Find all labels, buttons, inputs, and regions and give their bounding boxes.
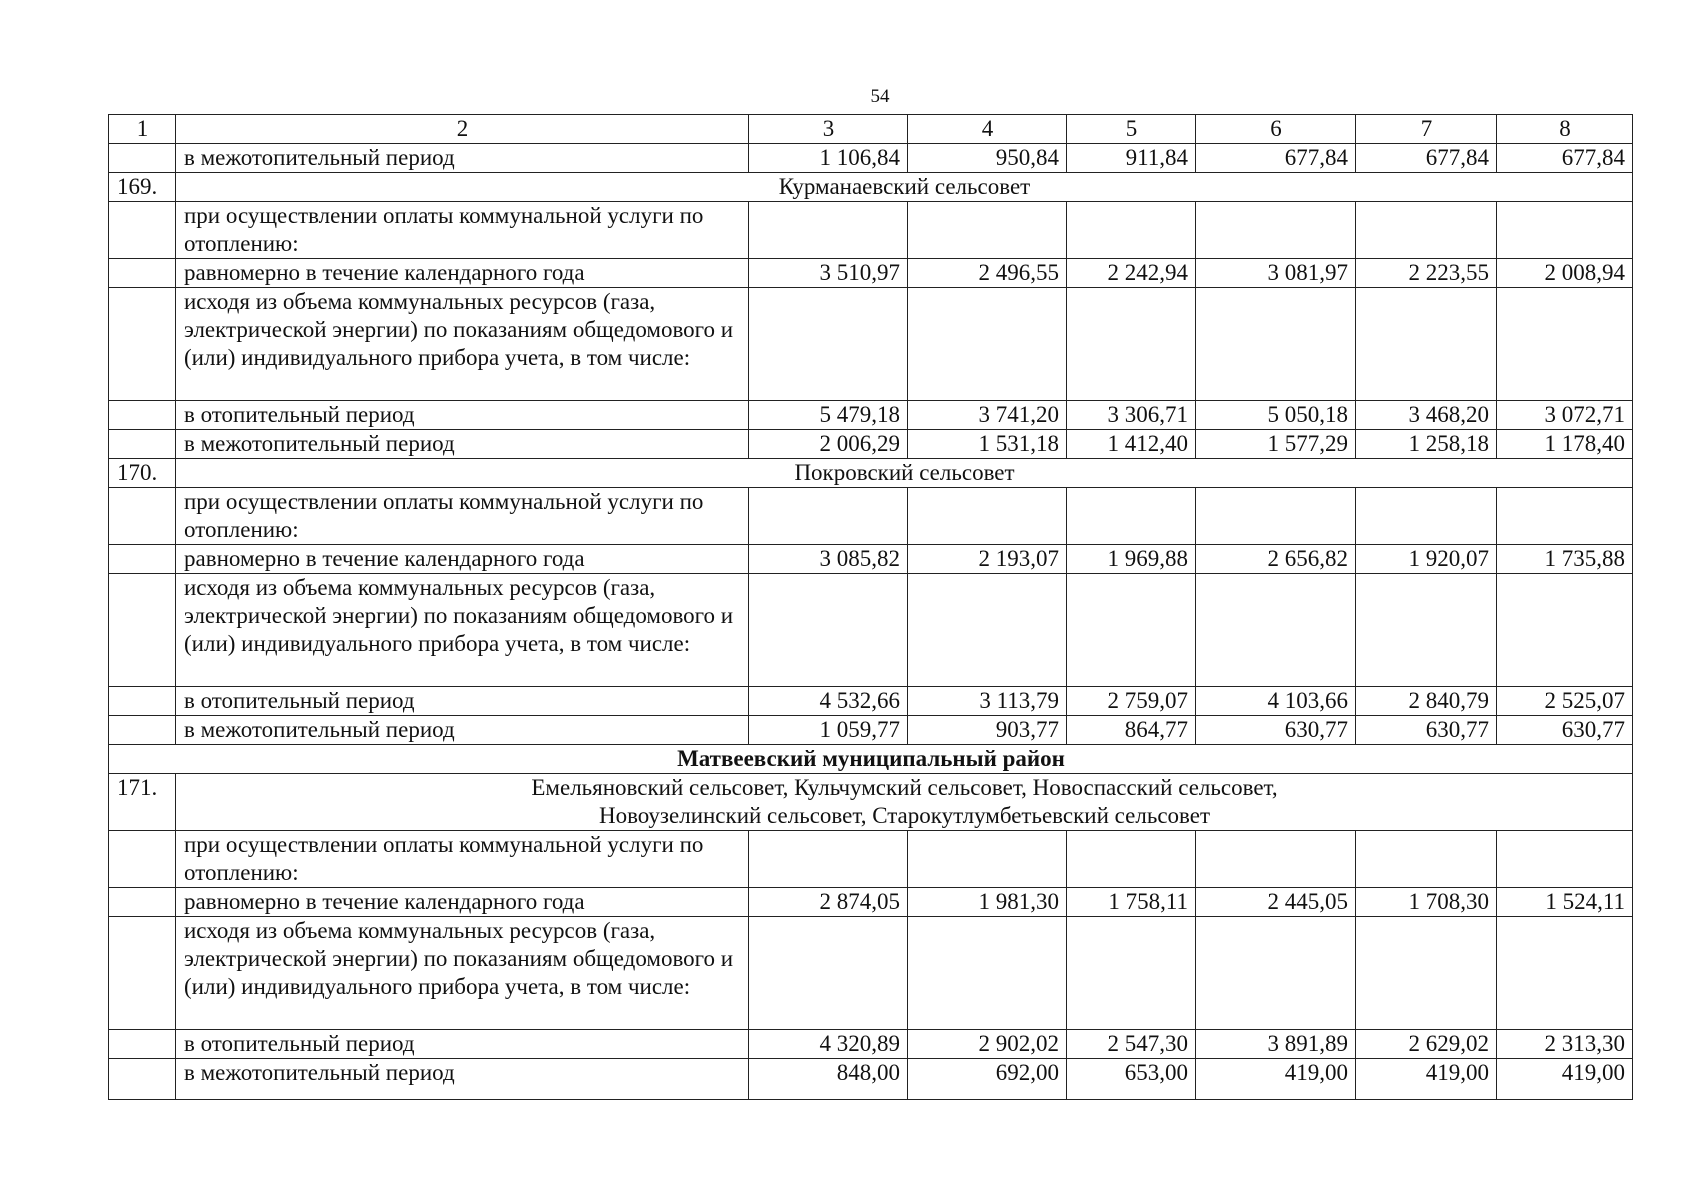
section-title: Емельяновский сельсовет, Кульчумский сельсовет, Новоспасский сельсовет, Новоузелинский сельсовет, Старокутлумбетьевский сельсовет bbox=[176, 774, 1633, 831]
table-row bbox=[109, 917, 1633, 1030]
value-cell: 1 412,40 bbox=[1067, 430, 1196, 459]
value-cell: 1 531,18 bbox=[908, 430, 1067, 459]
table-row bbox=[109, 545, 1633, 574]
section-row bbox=[109, 459, 1633, 488]
value-cell bbox=[1196, 202, 1356, 259]
table-row bbox=[109, 288, 1633, 401]
value-cell: 1 981,30 bbox=[908, 888, 1067, 917]
value-cell bbox=[1497, 202, 1633, 259]
value-cell bbox=[749, 288, 908, 401]
value-cell bbox=[1196, 574, 1356, 687]
row-index bbox=[109, 288, 176, 401]
value-cell: 1 178,40 bbox=[1497, 430, 1633, 459]
value-cell bbox=[1067, 288, 1196, 401]
column-header: 7 bbox=[1356, 115, 1497, 144]
value-cell: 3 741,20 bbox=[908, 401, 1067, 430]
section-row bbox=[109, 173, 1633, 202]
row-index bbox=[109, 202, 176, 259]
value-cell bbox=[1067, 202, 1196, 259]
value-cell: 3 081,97 bbox=[1196, 259, 1356, 288]
value-cell bbox=[749, 917, 908, 1030]
value-cell: 2 656,82 bbox=[1196, 545, 1356, 574]
column-header: 3 bbox=[749, 115, 908, 144]
table-row bbox=[109, 144, 1633, 173]
value-cell: 903,77 bbox=[908, 716, 1067, 745]
header-row bbox=[109, 115, 1633, 144]
value-cell bbox=[1196, 488, 1356, 545]
row-index bbox=[109, 1030, 176, 1059]
page-number: 54 bbox=[870, 86, 890, 107]
value-cell: 2 547,30 bbox=[1067, 1030, 1196, 1059]
value-cell bbox=[908, 917, 1067, 1030]
value-cell: 5 479,18 bbox=[749, 401, 908, 430]
value-cell bbox=[1497, 488, 1633, 545]
value-cell bbox=[1356, 288, 1497, 401]
row-index bbox=[109, 574, 176, 687]
row-label: равномерно в течение календарного года bbox=[176, 259, 749, 288]
row-label: исходя из объема коммунальных ресурсов (газа, электрической энергии) по показаниям общедомового и (или) индивидуального прибора учета, в том числе: bbox=[176, 574, 749, 687]
row-label: равномерно в течение календарного года bbox=[176, 888, 749, 917]
value-cell: 630,77 bbox=[1196, 716, 1356, 745]
value-cell: 1 735,88 bbox=[1497, 545, 1633, 574]
row-index bbox=[109, 545, 176, 574]
value-cell bbox=[1196, 831, 1356, 888]
row-label: исходя из объема коммунальных ресурсов (газа, электрической энергии) по показаниям общедомового и (или) индивидуального прибора учета, в том числе: bbox=[176, 917, 749, 1030]
table-row bbox=[109, 1030, 1633, 1059]
value-cell: 3 085,82 bbox=[749, 545, 908, 574]
value-cell: 2 223,55 bbox=[1356, 259, 1497, 288]
value-cell bbox=[1356, 202, 1497, 259]
table-row bbox=[109, 687, 1633, 716]
table-row bbox=[109, 716, 1633, 745]
row-index bbox=[109, 888, 176, 917]
row-label: в межотопительный период bbox=[176, 430, 749, 459]
value-cell: 3 072,71 bbox=[1497, 401, 1633, 430]
row-label: в отопительный период bbox=[176, 401, 749, 430]
value-cell: 2 445,05 bbox=[1196, 888, 1356, 917]
row-index bbox=[109, 488, 176, 545]
row-label: при осуществлении оплаты коммунальной услуги по отоплению: bbox=[176, 202, 749, 259]
tariff-table bbox=[108, 114, 1633, 1100]
value-cell bbox=[1356, 917, 1497, 1030]
value-cell: 1 577,29 bbox=[1196, 430, 1356, 459]
value-cell: 1 524,11 bbox=[1497, 888, 1633, 917]
district-title: Матвеевский муниципальный район bbox=[109, 745, 1633, 774]
value-cell: 3 468,20 bbox=[1356, 401, 1497, 430]
value-cell: 677,84 bbox=[1356, 144, 1497, 173]
value-cell bbox=[1356, 574, 1497, 687]
row-label: равномерно в течение календарного года bbox=[176, 545, 749, 574]
section-row bbox=[109, 774, 1633, 831]
value-cell: 4 320,89 bbox=[749, 1030, 908, 1059]
section-index: 171. bbox=[109, 774, 176, 831]
value-cell: 1 758,11 bbox=[1067, 888, 1196, 917]
table-row bbox=[109, 488, 1633, 545]
value-cell bbox=[1196, 917, 1356, 1030]
table-row bbox=[109, 888, 1633, 917]
row-index bbox=[109, 831, 176, 888]
value-cell: 2 193,07 bbox=[908, 545, 1067, 574]
value-cell: 630,77 bbox=[1356, 716, 1497, 745]
value-cell bbox=[908, 202, 1067, 259]
value-cell bbox=[1497, 917, 1633, 1030]
value-cell: 2 496,55 bbox=[908, 259, 1067, 288]
value-cell bbox=[1497, 831, 1633, 888]
district-row bbox=[109, 745, 1633, 774]
column-header: 8 bbox=[1497, 115, 1633, 144]
column-header: 4 bbox=[908, 115, 1067, 144]
value-cell: 419,00 bbox=[1356, 1059, 1497, 1100]
value-cell bbox=[908, 831, 1067, 888]
value-cell: 677,84 bbox=[1497, 144, 1633, 173]
column-header: 6 bbox=[1196, 115, 1356, 144]
value-cell bbox=[908, 488, 1067, 545]
row-label: исходя из объема коммунальных ресурсов (газа, электрической энергии) по показаниям общедомового и (или) индивидуального прибора учета, в том числе: bbox=[176, 288, 749, 401]
value-cell: 1 258,18 bbox=[1356, 430, 1497, 459]
section-index: 170. bbox=[109, 459, 176, 488]
value-cell: 2 313,30 bbox=[1497, 1030, 1633, 1059]
value-cell bbox=[1067, 917, 1196, 1030]
value-cell bbox=[749, 831, 908, 888]
value-cell bbox=[1067, 574, 1196, 687]
value-cell bbox=[1196, 288, 1356, 401]
section-title: Покровский сельсовет bbox=[176, 459, 1633, 488]
value-cell: 911,84 bbox=[1067, 144, 1196, 173]
value-cell: 1 920,07 bbox=[1356, 545, 1497, 574]
value-cell bbox=[1497, 288, 1633, 401]
value-cell: 692,00 bbox=[908, 1059, 1067, 1100]
row-label: в отопительный период bbox=[176, 687, 749, 716]
column-header: 5 bbox=[1067, 115, 1196, 144]
section-index: 169. bbox=[109, 173, 176, 202]
value-cell: 1 708,30 bbox=[1356, 888, 1497, 917]
value-cell: 2 840,79 bbox=[1356, 687, 1497, 716]
table-row bbox=[109, 831, 1633, 888]
row-label: в межотопительный период bbox=[176, 144, 749, 173]
row-label: при осуществлении оплаты коммунальной услуги по отоплению: bbox=[176, 488, 749, 545]
value-cell bbox=[749, 574, 908, 687]
row-index bbox=[109, 687, 176, 716]
value-cell: 419,00 bbox=[1497, 1059, 1633, 1100]
value-cell bbox=[908, 574, 1067, 687]
value-cell bbox=[749, 488, 908, 545]
value-cell: 2 874,05 bbox=[749, 888, 908, 917]
value-cell: 2 629,02 bbox=[1356, 1030, 1497, 1059]
value-cell: 3 113,79 bbox=[908, 687, 1067, 716]
value-cell: 2 525,07 bbox=[1497, 687, 1633, 716]
value-cell bbox=[1356, 488, 1497, 545]
value-cell: 4 532,66 bbox=[749, 687, 908, 716]
value-cell: 848,00 bbox=[749, 1059, 908, 1100]
value-cell: 1 059,77 bbox=[749, 716, 908, 745]
value-cell: 1 106,84 bbox=[749, 144, 908, 173]
column-header: 2 bbox=[176, 115, 749, 144]
value-cell: 2 759,07 bbox=[1067, 687, 1196, 716]
row-label: в межотопительный период bbox=[176, 716, 749, 745]
value-cell bbox=[908, 288, 1067, 401]
value-cell: 2 008,94 bbox=[1497, 259, 1633, 288]
row-index bbox=[109, 1059, 176, 1100]
section-title: Курманаевский сельсовет bbox=[176, 173, 1633, 202]
row-index bbox=[109, 430, 176, 459]
value-cell bbox=[1067, 488, 1196, 545]
row-label: в межотопительный период bbox=[176, 1059, 749, 1100]
value-cell: 4 103,66 bbox=[1196, 687, 1356, 716]
value-cell: 3 510,97 bbox=[749, 259, 908, 288]
value-cell: 3 891,89 bbox=[1196, 1030, 1356, 1059]
value-cell: 5 050,18 bbox=[1196, 401, 1356, 430]
column-header: 1 bbox=[109, 115, 176, 144]
row-index bbox=[109, 259, 176, 288]
value-cell bbox=[1497, 574, 1633, 687]
value-cell bbox=[1356, 831, 1497, 888]
value-cell: 653,00 bbox=[1067, 1059, 1196, 1100]
table-row bbox=[109, 1059, 1633, 1100]
value-cell: 2 902,02 bbox=[908, 1030, 1067, 1059]
value-cell: 864,77 bbox=[1067, 716, 1196, 745]
row-index bbox=[109, 401, 176, 430]
value-cell: 677,84 bbox=[1196, 144, 1356, 173]
value-cell: 3 306,71 bbox=[1067, 401, 1196, 430]
table-row bbox=[109, 401, 1633, 430]
row-index bbox=[109, 144, 176, 173]
table-row bbox=[109, 259, 1633, 288]
row-index bbox=[109, 917, 176, 1030]
value-cell: 419,00 bbox=[1196, 1059, 1356, 1100]
table-row bbox=[109, 430, 1633, 459]
value-cell: 2 006,29 bbox=[749, 430, 908, 459]
table-row bbox=[109, 202, 1633, 259]
value-cell: 1 969,88 bbox=[1067, 545, 1196, 574]
row-label: в отопительный период bbox=[176, 1030, 749, 1059]
value-cell: 950,84 bbox=[908, 144, 1067, 173]
value-cell bbox=[749, 202, 908, 259]
table-row bbox=[109, 574, 1633, 687]
row-label: при осуществлении оплаты коммунальной услуги по отоплению: bbox=[176, 831, 749, 888]
value-cell: 2 242,94 bbox=[1067, 259, 1196, 288]
value-cell bbox=[1067, 831, 1196, 888]
row-index bbox=[109, 716, 176, 745]
value-cell: 630,77 bbox=[1497, 716, 1633, 745]
